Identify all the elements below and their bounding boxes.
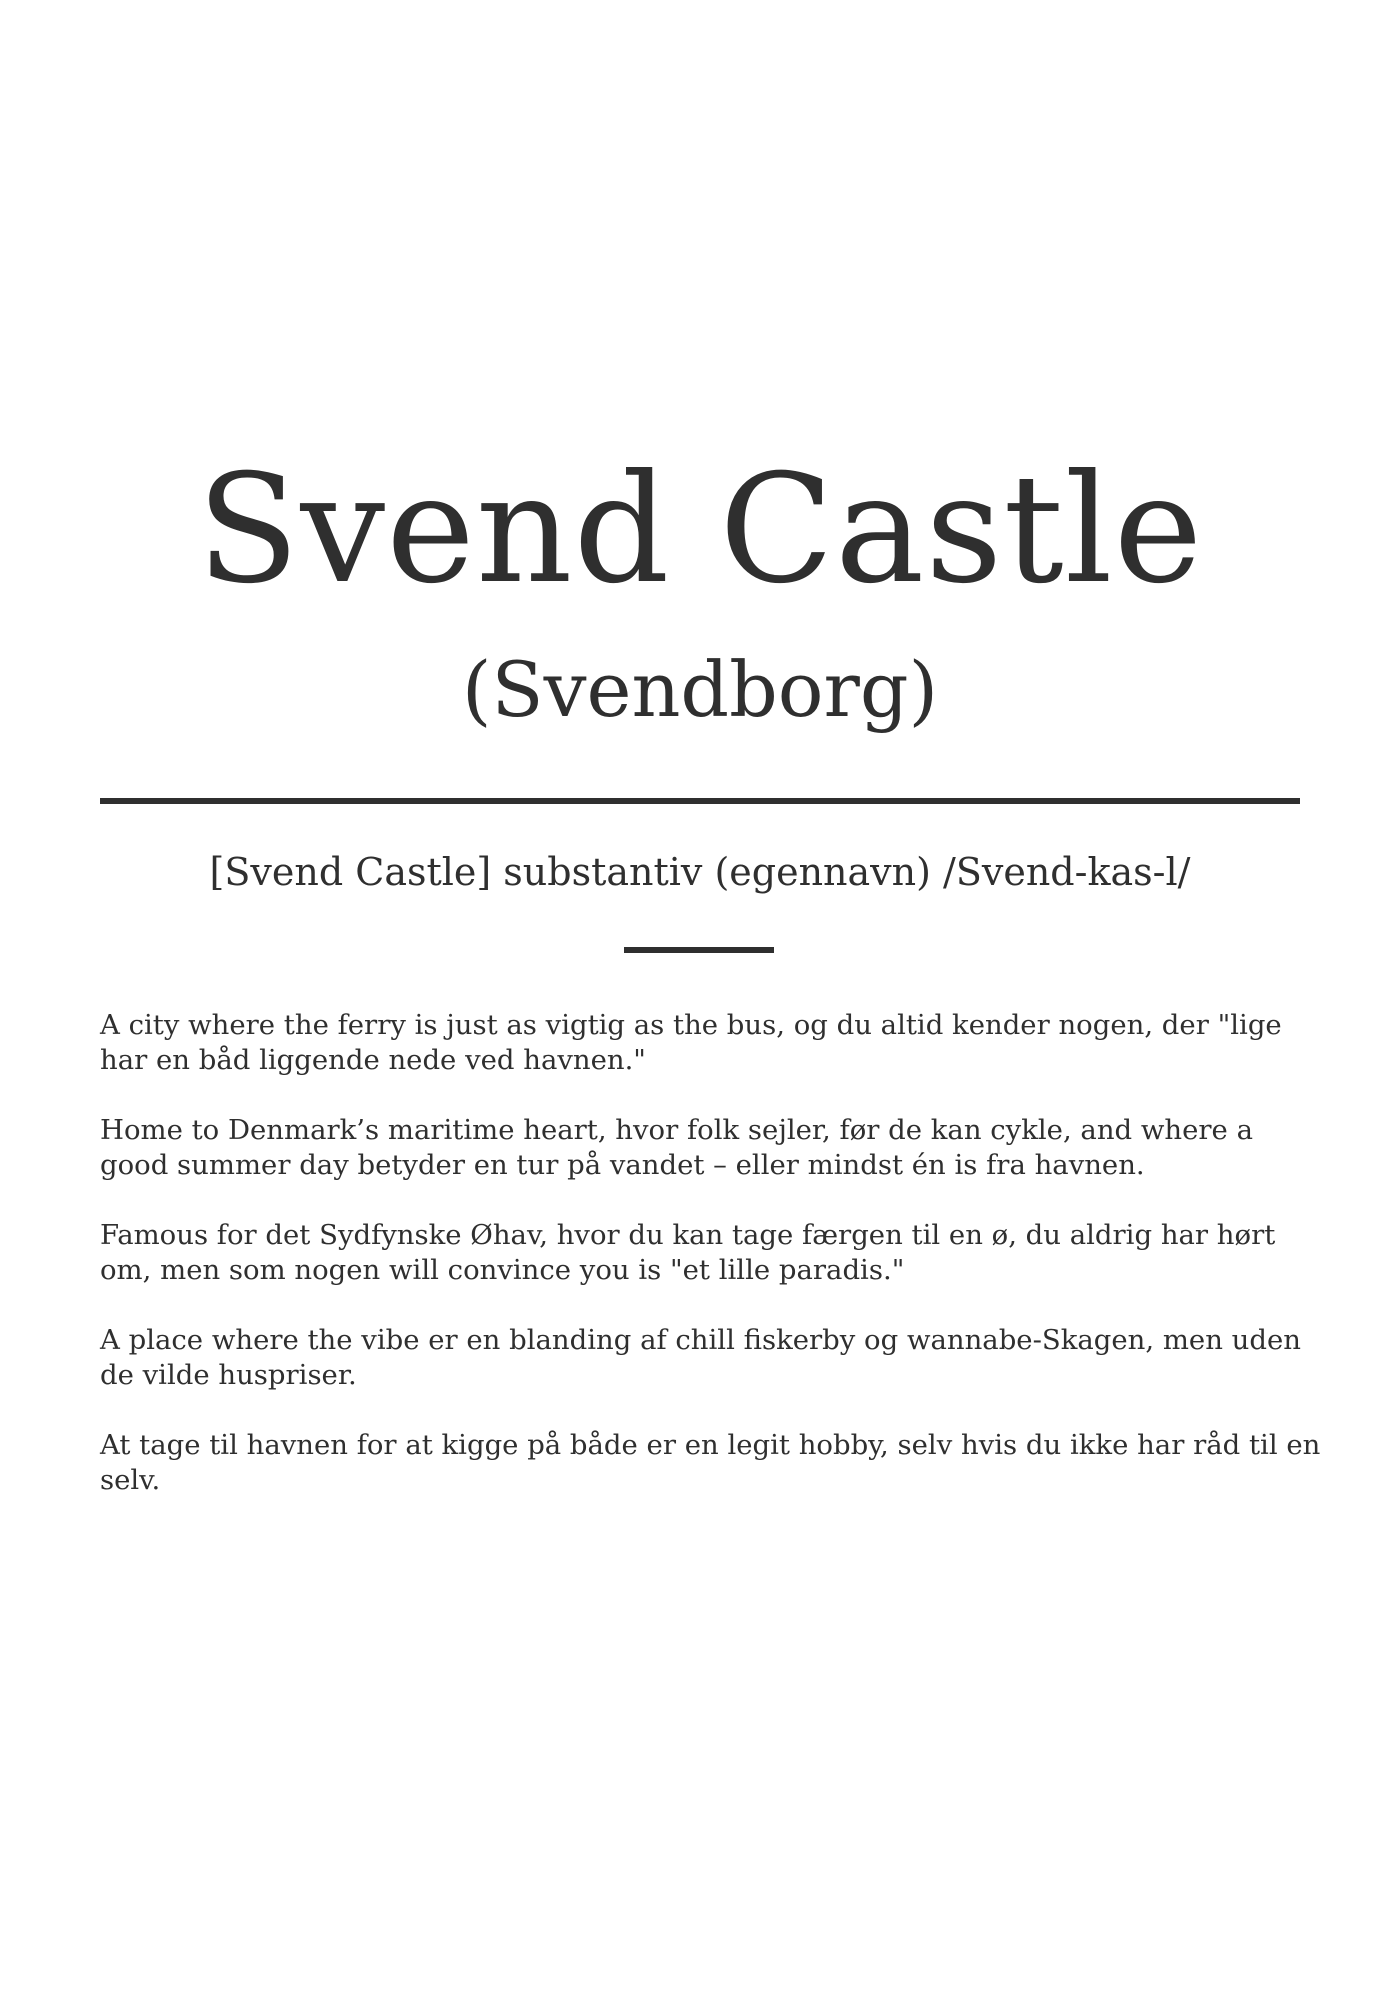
paragraph-3: Famous for det Sydfynske Øhav, hvor du kan tage færgen til en ø, du aldrig har hørt om, men som nogen will convince you is "et lille paradis." — [100, 1219, 1276, 1286]
paragraph-1: A city where the ferry is just as vigtig as the bus, og du altid kender nogen, der "lige har en båd liggende nede ved havnen." — [100, 1009, 1282, 1076]
paragraph-4: A place where the vibe er en blanding af chill fiskerby og wannabe-Skagen, men uden de vilde huspriser. — [100, 1324, 1301, 1391]
divider-short — [624, 947, 774, 953]
paragraph-5: At tage til havnen for at kigge på både er en legit hobby, selv hvis du ikke har råd til en selv. — [100, 1429, 1321, 1496]
page-subtitle: (Svendborg) — [461, 645, 939, 734]
description-body — [100, 1008, 1330, 1533]
page-title: Svend Castle — [196, 443, 1204, 617]
definition-line: [Svend Castle] substantiv (egennavn) /Svend-kas-l/ — [209, 850, 1191, 894]
divider-main — [100, 798, 1300, 804]
paragraph-2: Home to Denmark’s maritime heart, hvor folk sejler, før de kan cykle, and where a good summer day betyder en tur på vandet – eller mindst én is fra havnen. — [100, 1114, 1253, 1181]
